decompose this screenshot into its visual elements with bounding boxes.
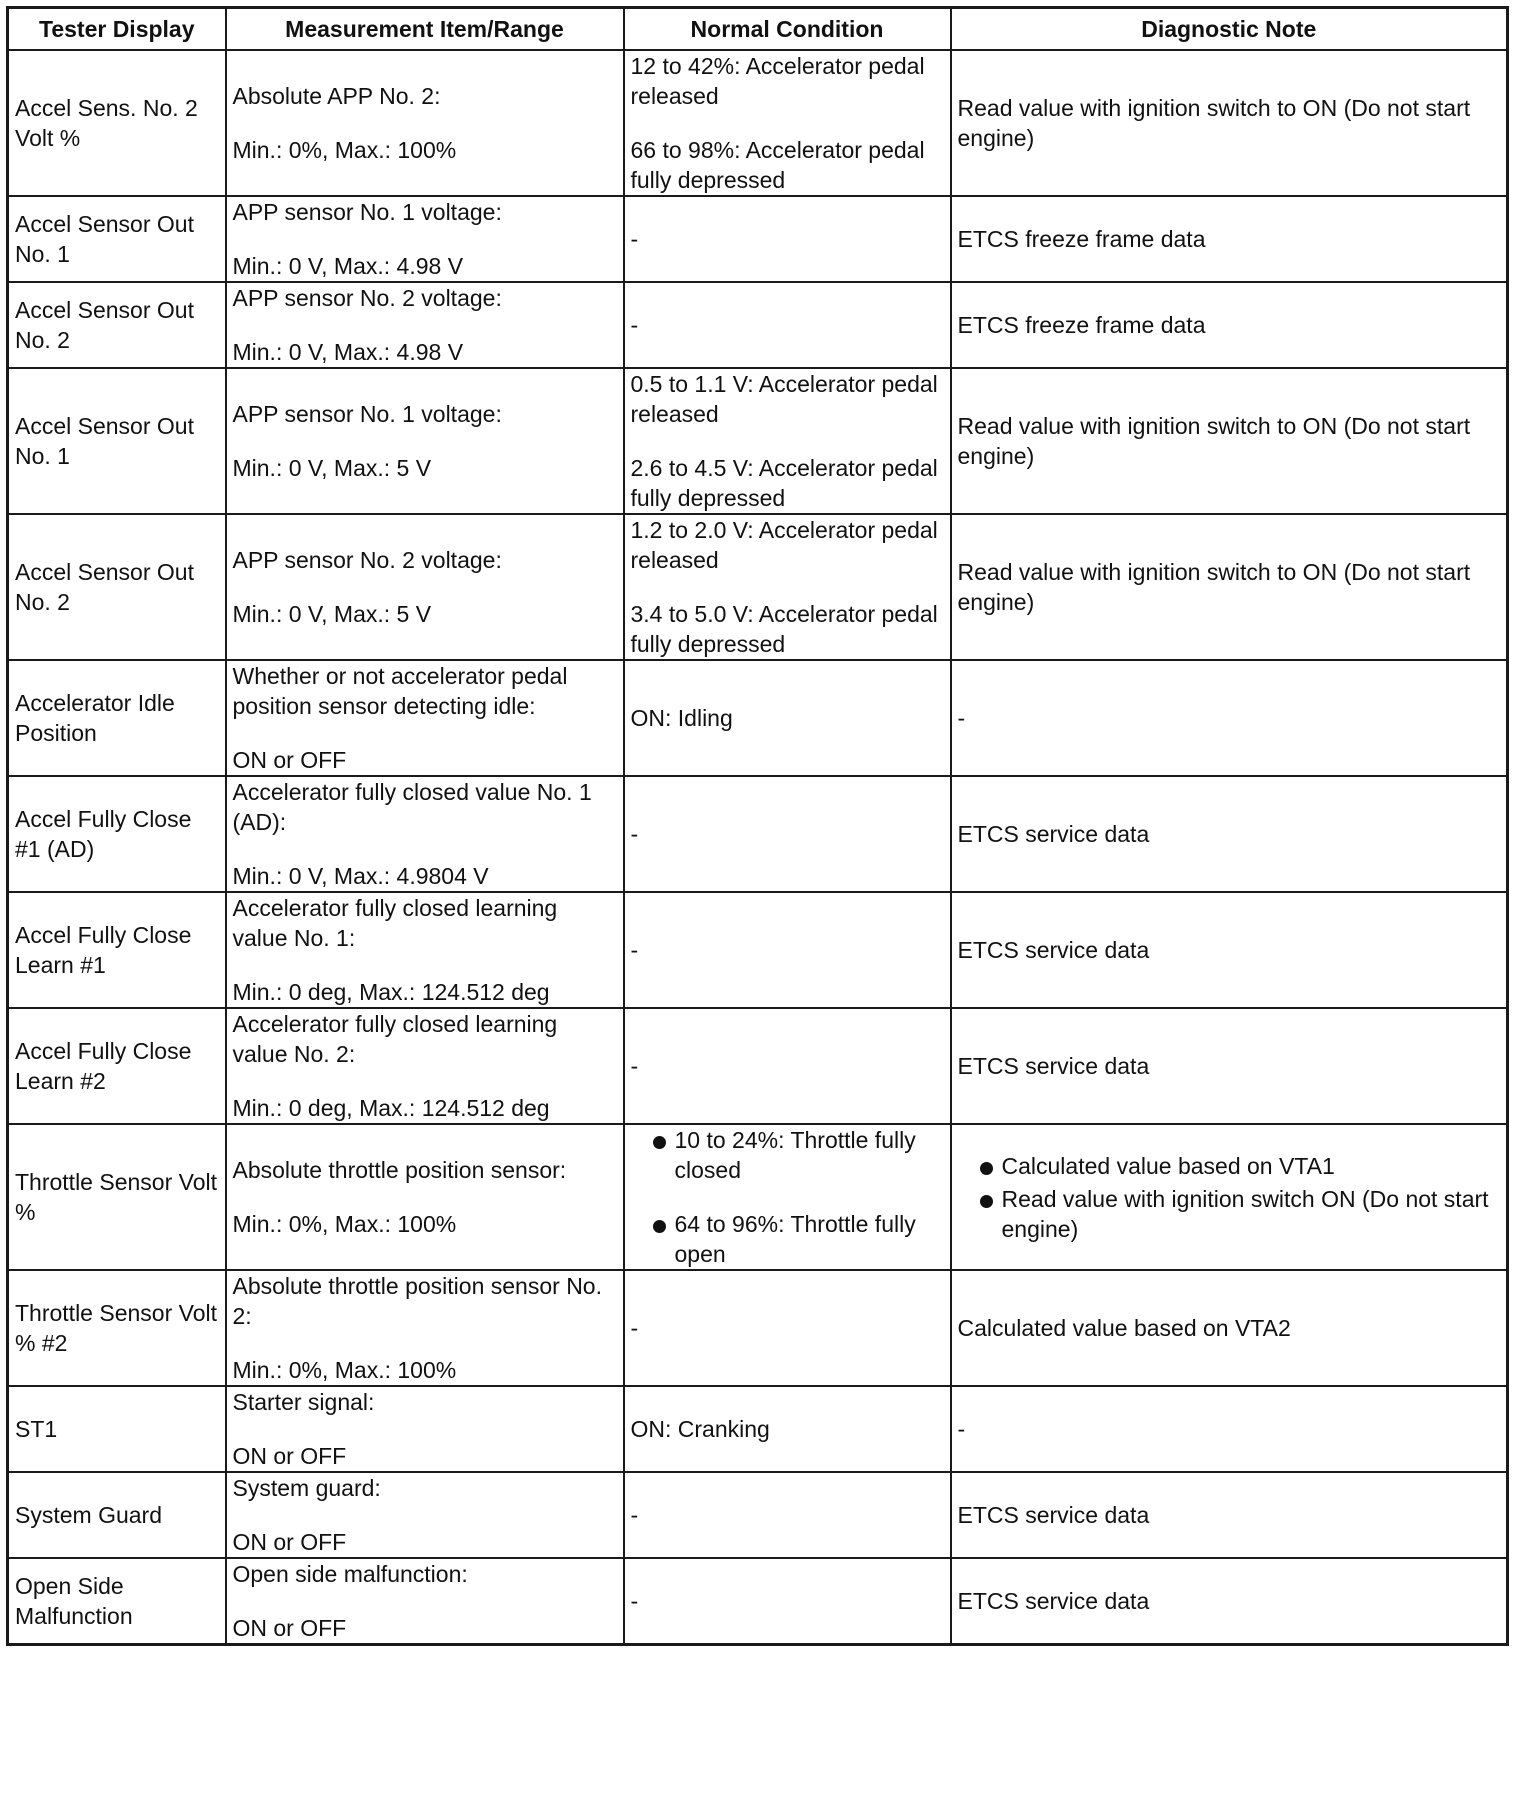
cell-measurement [226, 1558, 624, 1645]
normal-text: 12 to 42%: Accelerator pedal released [630, 53, 925, 109]
header-diagnostic-note: Diagnostic Note [951, 8, 1508, 51]
normal-text: 66 to 98%: Accelerator pedal fully depressed [630, 137, 925, 193]
cell-measurement [226, 196, 624, 282]
normal-text: - [630, 1053, 639, 1079]
normal-text: - [630, 821, 639, 847]
cell-tester-display: Accel Fully Close Learn #1 [8, 892, 226, 1008]
cell-diagnostic-note [951, 1008, 1508, 1124]
cell-normal-condition [624, 776, 951, 892]
note-text: ETCS freeze frame data [957, 312, 1206, 338]
cell-measurement [226, 1386, 624, 1472]
table-row [8, 282, 1508, 368]
cell-measurement [226, 1270, 624, 1386]
cell-normal-condition [624, 1558, 951, 1645]
header-normal-condition: Normal Condition [624, 8, 951, 51]
cell-diagnostic-note [951, 368, 1508, 514]
measurement-text: Starter signal: [232, 1389, 375, 1415]
table-row [8, 514, 1508, 660]
diagnostic-data-table [6, 6, 1509, 1646]
header-tester-display: Tester Display [8, 8, 226, 51]
measurement-text: Min.: 0%, Max.: 100% [232, 137, 457, 163]
normal-text: - [630, 1502, 639, 1528]
cell-normal-condition [624, 1124, 951, 1270]
cell-tester-display: Throttle Sensor Volt % [8, 1124, 226, 1270]
note-text: ETCS service data [957, 1588, 1150, 1614]
measurement-text: Min.: 0 V, Max.: 4.9804 V [232, 863, 489, 889]
measurement-text: Whether or not accelerator pedal position sensor detecting idle: [232, 663, 568, 719]
cell-normal-condition [624, 1472, 951, 1558]
normal-text: ON: Cranking [630, 1416, 770, 1442]
cell-tester-display: Accel Sensor Out No. 2 [8, 282, 226, 368]
cell-diagnostic-note [951, 660, 1508, 776]
cell-diagnostic-note [951, 514, 1508, 660]
table-row [8, 1472, 1508, 1558]
measurement-text: System guard: [232, 1475, 381, 1501]
table-row [8, 1558, 1508, 1645]
table-row [8, 196, 1508, 282]
cell-tester-display: ST1 [8, 1386, 226, 1472]
measurement-text: Min.: 0 deg, Max.: 124.512 deg [232, 979, 550, 1005]
cell-measurement [226, 892, 624, 1008]
cell-measurement [226, 50, 624, 196]
normal-text: - [630, 226, 639, 252]
measurement-text: Accelerator fully closed value No. 1 (AD): [232, 779, 592, 835]
cell-tester-display: Accelerator Idle Position [8, 660, 226, 776]
cell-diagnostic-note [951, 1472, 1508, 1558]
cell-diagnostic-note [951, 892, 1508, 1008]
measurement-text: Min.: 0 V, Max.: 4.98 V [232, 339, 464, 365]
cell-tester-display: Throttle Sensor Volt % #2 [8, 1270, 226, 1386]
measurement-text: Min.: 0 V, Max.: 5 V [232, 455, 432, 481]
cell-tester-display: Accel Sensor Out No. 1 [8, 368, 226, 514]
cell-measurement [226, 776, 624, 892]
measurement-text: Open side malfunction: [232, 1561, 468, 1587]
cell-tester-display: Accel Fully Close Learn #2 [8, 1008, 226, 1124]
note-text: Read value with ignition switch to ON (Do not start engine) [957, 95, 1471, 151]
normal-text: 0.5 to 1.1 V: Accelerator pedal released [630, 371, 938, 427]
note-text: - [957, 705, 966, 731]
cell-normal-condition [624, 1008, 951, 1124]
cell-diagnostic-note [951, 196, 1508, 282]
cell-normal-condition [624, 660, 951, 776]
measurement-text: Accelerator fully closed learning value No. 1: [232, 895, 558, 951]
normal-text: 2.6 to 4.5 V: Accelerator pedal fully depressed [630, 455, 938, 511]
measurement-text: ON or OFF [232, 1529, 347, 1555]
cell-tester-display: Open Side Malfunction [8, 1558, 226, 1645]
cell-diagnostic-note [951, 1558, 1508, 1645]
cell-diagnostic-note [951, 50, 1508, 196]
measurement-text: ON or OFF [232, 1615, 347, 1641]
measurement-text: ON or OFF [232, 1443, 347, 1469]
normal-bullet-item: 10 to 24%: Throttle fully closed [631, 1125, 944, 1185]
table-row [8, 368, 1508, 514]
measurement-text: Min.: 0 deg, Max.: 124.512 deg [232, 1095, 550, 1121]
note-text: ETCS freeze frame data [957, 226, 1206, 252]
cell-diagnostic-note [951, 1386, 1508, 1472]
measurement-text: Absolute throttle position sensor No. 2: [232, 1273, 602, 1329]
table-row [8, 892, 1508, 1008]
measurement-text: Min.: 0%, Max.: 100% [232, 1211, 457, 1237]
measurement-text: APP sensor No. 2 voltage: [232, 285, 502, 311]
measurement-text: Min.: 0%, Max.: 100% [232, 1357, 457, 1383]
table-row [8, 1008, 1508, 1124]
note-text: Read value with ignition switch to ON (Do not start engine) [957, 413, 1471, 469]
table-row [8, 776, 1508, 892]
normal-text: - [630, 312, 639, 338]
cell-normal-condition [624, 196, 951, 282]
cell-normal-condition [624, 1386, 951, 1472]
measurement-text: Min.: 0 V, Max.: 4.98 V [232, 253, 464, 279]
measurement-text: Accelerator fully closed learning value No. 2: [232, 1011, 558, 1067]
cell-normal-condition [624, 892, 951, 1008]
cell-normal-condition [624, 368, 951, 514]
table-row [8, 50, 1508, 196]
measurement-text: APP sensor No. 1 voltage: [232, 401, 502, 427]
measurement-text: Absolute APP No. 2: [232, 83, 441, 109]
table-row [8, 660, 1508, 776]
normal-text: 1.2 to 2.0 V: Accelerator pedal released [630, 517, 938, 573]
cell-tester-display: System Guard [8, 1472, 226, 1558]
table-row [8, 1270, 1508, 1386]
cell-tester-display: Accel Sensor Out No. 1 [8, 196, 226, 282]
cell-normal-condition [624, 1270, 951, 1386]
cell-diagnostic-note [951, 282, 1508, 368]
measurement-text: APP sensor No. 2 voltage: [232, 547, 502, 573]
cell-tester-display: Accel Fully Close #1 (AD) [8, 776, 226, 892]
note-text: ETCS service data [957, 1502, 1150, 1528]
cell-diagnostic-note [951, 776, 1508, 892]
cell-normal-condition [624, 50, 951, 196]
measurement-text: APP sensor No. 1 voltage: [232, 199, 502, 225]
normal-text: ON: Idling [630, 705, 733, 731]
normal-text: - [630, 1315, 639, 1341]
cell-measurement [226, 282, 624, 368]
normal-list [631, 1125, 944, 1269]
measurement-text: Min.: 0 V, Max.: 5 V [232, 601, 432, 627]
cell-measurement [226, 660, 624, 776]
header-measurement: Measurement Item/Range [226, 8, 624, 51]
normal-text: - [630, 1588, 639, 1614]
cell-measurement [226, 1472, 624, 1558]
note-text: ETCS service data [957, 1053, 1150, 1079]
cell-measurement [226, 368, 624, 514]
note-text: Calculated value based on VTA2 [957, 1315, 1291, 1341]
cell-measurement [226, 1008, 624, 1124]
normal-bullet-item: 64 to 96%: Throttle fully open [631, 1209, 944, 1269]
cell-normal-condition [624, 282, 951, 368]
cell-normal-condition [624, 514, 951, 660]
note-text: - [957, 1416, 966, 1442]
cell-diagnostic-note [951, 1124, 1508, 1270]
note-list [958, 1151, 1501, 1244]
table-row [8, 1386, 1508, 1472]
table-body [8, 50, 1508, 1645]
note-text: ETCS service data [957, 937, 1150, 963]
normal-text: - [630, 937, 639, 963]
measurement-text: ON or OFF [232, 747, 347, 773]
cell-tester-display: Accel Sensor Out No. 2 [8, 514, 226, 660]
note-bullet-item: Read value with ignition switch ON (Do not start engine) [958, 1184, 1501, 1244]
table-row [8, 1124, 1508, 1270]
cell-measurement [226, 514, 624, 660]
cell-tester-display: Accel Sens. No. 2 Volt % [8, 50, 226, 196]
header-row [8, 8, 1508, 51]
note-text: Read value with ignition switch to ON (Do not start engine) [957, 559, 1471, 615]
cell-measurement [226, 1124, 624, 1270]
normal-text: 3.4 to 5.0 V: Accelerator pedal fully depressed [630, 601, 938, 657]
note-text: ETCS service data [957, 821, 1150, 847]
note-bullet-item: Calculated value based on VTA1 [958, 1151, 1501, 1181]
cell-diagnostic-note [951, 1270, 1508, 1386]
measurement-text: Absolute throttle position sensor: [232, 1157, 567, 1183]
